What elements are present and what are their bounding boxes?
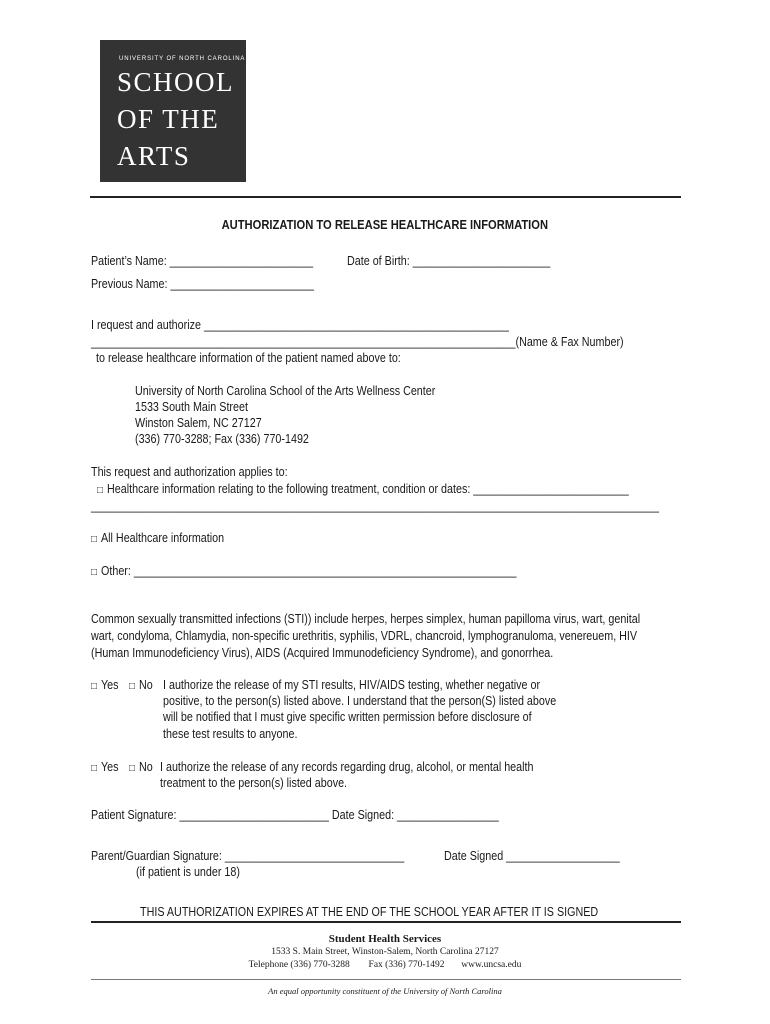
sti-consent-text: I authorize the release of my STI results, HIV/AIDS testing, whether negative or [163, 678, 541, 692]
footer-fax: Fax (336) 770-1492 [368, 960, 445, 970]
applies-to-heading: This request and authorization applies to: [91, 465, 288, 479]
date-of-birth-field[interactable]: Date of Birth: _______________________ [347, 254, 551, 268]
recipient-line: 1533 South Main Street [135, 400, 248, 414]
sti-consent-text: these test results to anyone. [163, 727, 298, 741]
sti-consent-text: positive, to the person(s) listed above. I understand that the person(S) listed above [163, 694, 557, 708]
recipient-line: (336) 770-3288; Fax (336) 770-1492 [135, 432, 309, 446]
authorized-party-field[interactable]: I request and authorize ___________________________________________________ [91, 318, 509, 332]
patient-name-field[interactable]: Patient’s Name: ________________________ [91, 254, 314, 268]
header-rule [90, 196, 681, 198]
name-fax-field[interactable]: _______________________________________________________________________(Name & Fax Number) [91, 335, 624, 349]
checkbox-icon[interactable]: □ [129, 681, 136, 692]
footer-web[interactable]: www.uncsa.edu [461, 960, 522, 970]
guardian-date-signed[interactable]: Date Signed ___________________ [444, 849, 620, 863]
sti-consent-text: will be notified that I must give specific written permission before disclosure of [163, 710, 532, 724]
drug-consent-no[interactable]: □ No [129, 760, 153, 774]
logo-university: UNIVERSITY OF NORTH CAROLINA [119, 56, 246, 62]
sti-paragraph-line: (Human Immunodeficiency Virus), AIDS (Acquired Immunodeficiency Syndrome), and gonorrhea. [91, 646, 554, 660]
checkbox-icon[interactable]: □ [91, 763, 98, 774]
footer-tagline: An equal opportunity constituent of the University of North Carolina [268, 986, 502, 996]
logo-line-school: SCHOOL [117, 67, 235, 97]
recipient-line: Winston Salem, NC 27127 [135, 416, 262, 430]
checkbox-icon[interactable]: □ [129, 763, 136, 774]
footer-phone: Telephone (336) 770-3288 [248, 960, 350, 970]
footer-org: Student Health Services [328, 933, 442, 945]
patient-signature-line[interactable]: Patient Signature: _________________________ Date Signed: _________________ [91, 808, 499, 822]
school-logo [100, 40, 246, 182]
expiry-rule [91, 921, 681, 923]
footer-address: 1533 S. Main Street, Winston-Salem, North Carolina 27127 [271, 947, 499, 957]
option-other[interactable]: □ Other: ________________________________________________________________ [91, 564, 517, 578]
previous-name-field[interactable]: Previous Name: ________________________ [91, 277, 314, 291]
expiry-notice: THIS AUTHORIZATION EXPIRES AT THE END OF THE SCHOOL YEAR AFTER IT IS SIGNED [140, 905, 599, 919]
drug-consent-text: I authorize the release of any records regarding drug, alcohol, or mental health [160, 760, 534, 774]
recipient-line: University of North Carolina School of the Arts Wellness Center [135, 384, 436, 398]
footer-contact [0, 960, 770, 970]
checkbox-icon[interactable]: □ [91, 567, 98, 578]
sti-consent-no[interactable]: □ No [129, 678, 153, 692]
option-all-healthcare[interactable]: □ All Healthcare information [91, 531, 225, 545]
logo-line-arts: ARTS [117, 141, 191, 171]
guardian-note: (if patient is under 18) [136, 865, 240, 879]
drug-consent-text: treatment to the person(s) listed above. [160, 776, 348, 790]
footer-rule [91, 979, 681, 980]
option-treatment-continuation[interactable]: _______________________________________________________________________________________________ [91, 499, 659, 513]
form-title: AUTHORIZATION TO RELEASE HEALTHCARE INFORMATION [221, 217, 549, 232]
sti-paragraph-line: wart, condyloma, Chlamydia, non-specific urethritis, syphilis, VDRL, chancroid, lymphogranuloma, venereuem, HIV [91, 629, 638, 643]
release-statement: to release healthcare information of the patient named above to: [96, 351, 401, 365]
drug-consent-yes[interactable]: □ Yes [91, 760, 119, 774]
sti-paragraph-line: Common sexually transmitted infections (STI)) include herpes, herpes simplex, human papilloma virus, wart, genital [91, 612, 641, 626]
guardian-signature-line[interactable]: Parent/Guardian Signature: ______________________________ [91, 849, 405, 863]
logo-line-of-the: OF THE [117, 104, 220, 134]
option-treatment[interactable]: □ Healthcare information relating to the following treatment, condition or dates: __________________________ [97, 482, 629, 496]
checkbox-icon[interactable]: □ [91, 681, 98, 692]
checkbox-icon[interactable]: □ [91, 534, 98, 545]
checkbox-icon[interactable]: □ [97, 485, 104, 496]
sti-consent-yes[interactable]: □ Yes [91, 678, 119, 692]
